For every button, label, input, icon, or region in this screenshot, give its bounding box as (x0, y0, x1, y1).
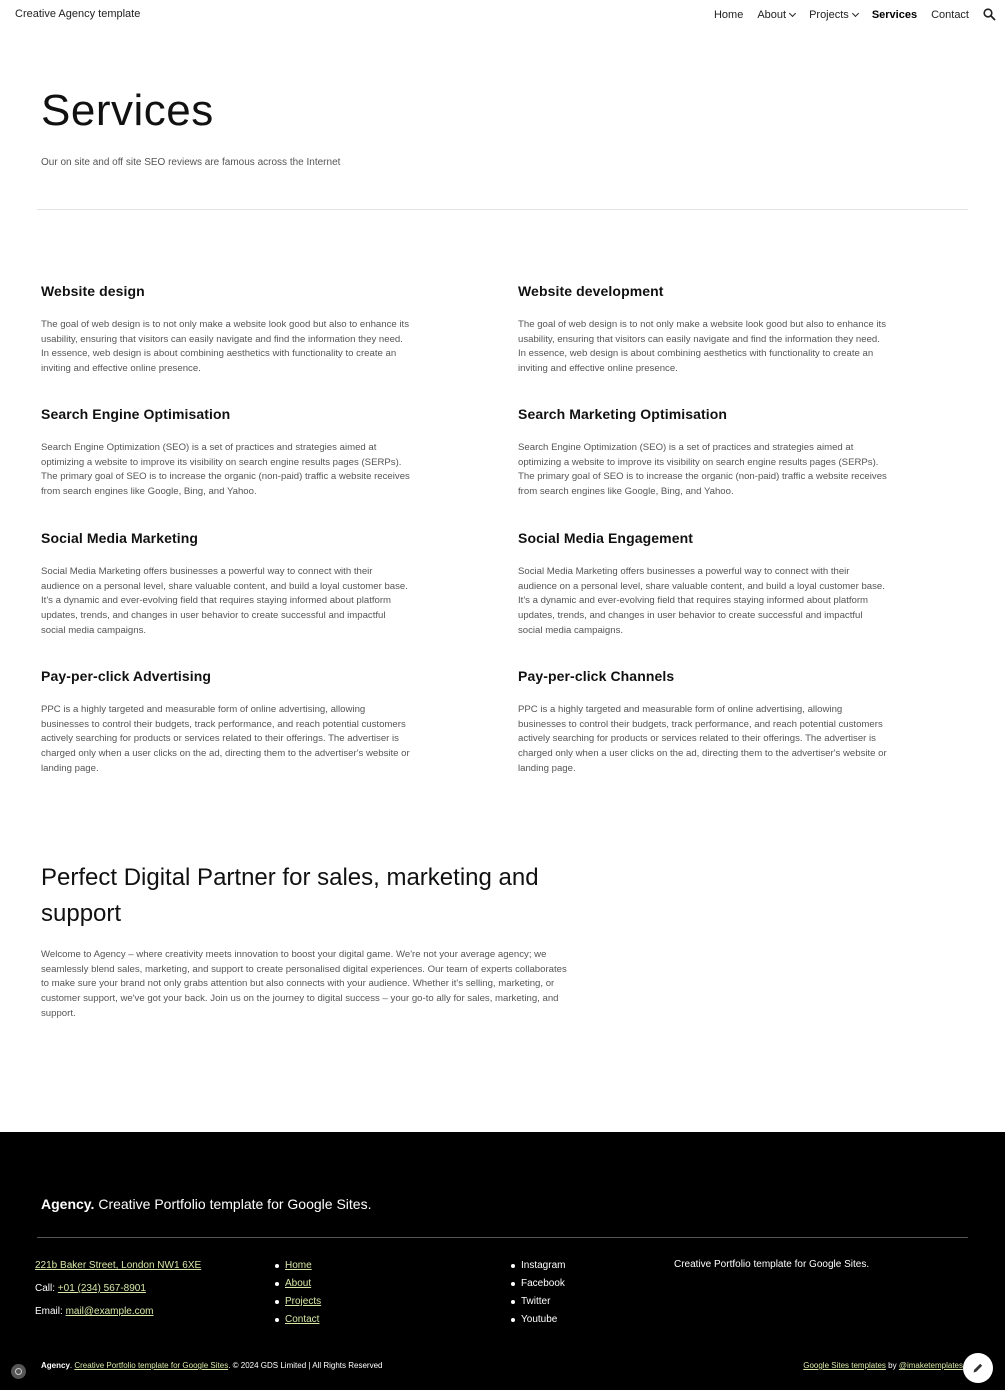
social-instagram: Instagram (511, 1259, 565, 1277)
nav-label: About (757, 9, 787, 21)
footer-link-home[interactable]: Home (285, 1260, 312, 1271)
service-card (41, 406, 411, 500)
footer (0, 1132, 1005, 1390)
search-icon[interactable] (983, 8, 997, 22)
page-title: Services (41, 86, 214, 135)
nav-item-home[interactable] (714, 9, 743, 21)
copyright-sep: . (69, 1361, 75, 1370)
list-item (275, 1295, 321, 1313)
service-title: Pay-per-click Advertising (41, 668, 212, 684)
edit-pencil-icon[interactable] (963, 1353, 993, 1383)
main-nav (700, 8, 997, 22)
credits-by: by (885, 1361, 899, 1370)
nav-label: Home (713, 9, 744, 21)
list-item (275, 1313, 321, 1331)
address-link[interactable]: 221b Baker Street, London NW1 6XE (35, 1260, 202, 1271)
nav-label: Contact (931, 9, 969, 21)
top-navbar (0, 0, 1005, 30)
partner-heading: Perfect Digital Partner for sales, marketing and support (41, 864, 539, 927)
service-title: Website design (41, 283, 145, 299)
footer-contact-column (35, 1259, 201, 1328)
service-title: Pay-per-click Channels (518, 668, 675, 684)
credits (803, 1361, 963, 1370)
footer-link-contact[interactable]: Contact (285, 1314, 320, 1325)
call-label: Call: (35, 1283, 58, 1294)
email-label: Email: (35, 1306, 66, 1317)
footer-nav-list (275, 1259, 321, 1331)
footer-brand-name: Agency. (41, 1196, 95, 1212)
list-item (275, 1259, 321, 1277)
page-subtitle: Our on site and off site SEO reviews are famous across the Internet (41, 157, 341, 168)
service-title: Social Media Marketing (41, 530, 199, 546)
service-card (518, 530, 888, 639)
section-divider (37, 209, 968, 210)
nav-label: Services (871, 9, 918, 21)
service-title: Social Media Engagement (518, 530, 694, 546)
nav-item-about[interactable] (757, 9, 795, 21)
service-card (41, 283, 411, 377)
email-link[interactable]: mail@example.com (65, 1306, 154, 1317)
service-card (41, 668, 411, 777)
social-youtube: Youtube (511, 1313, 565, 1331)
service-card (41, 530, 411, 639)
service-title: Website development (518, 283, 664, 299)
service-text: Social Media Marketing offers businesses a powerful way to connect with their audience on a personal level, share valuable content, and build a loyal customer base. It's a dynamic and ever-evolving field that requires staying informed about platform updates, trends, and changes in user behavior to create successful and impactful social media campaigns. (518, 566, 885, 636)
copyright-brand: Agency (41, 1361, 70, 1370)
footer-divider (37, 1237, 968, 1238)
copyright-text: . © 2024 GDS Limited | All Rights Reserved (228, 1361, 383, 1370)
service-text: PPC is a highly targeted and measurable form of online advertising, allowing businesses to control their budgets, track performance, and reach potential customers actively searching for products or services related to their offerings. The advertiser is charged only when a user clicks on the ad, directing them to the advertiser's website or landing page. (41, 704, 410, 774)
footer-social-list (511, 1259, 565, 1331)
service-title: Search Engine Optimisation (41, 406, 231, 422)
footer-brand-tagline: Creative Portfolio template for Google Sites. (94, 1196, 372, 1212)
service-text: The goal of web design is to not only make a website look good but also to enhance its usability, ensuring that visitors can easily navigate and find the information they need. In essence, web design is about combining aesthetics with functionality to create an inviting and effective online presence. (518, 319, 886, 375)
service-title: Search Marketing Optimisation (518, 406, 728, 422)
footer-tagline: Creative Portfolio template for Google Sites. (674, 1259, 870, 1270)
nav-item-services[interactable] (872, 9, 917, 21)
info-icon[interactable] (11, 1364, 26, 1379)
nav-label: Projects (809, 9, 849, 21)
service-text: PPC is a highly targeted and measurable form of online advertising, allowing businesses to control their budgets, track performance, and reach potential customers actively searching for products or services related to their offerings. The advertiser is charged only when a user clicks on the ad, directing them to the advertiser's website or landing page. (518, 704, 887, 774)
service-card (518, 406, 888, 500)
chevron-down-icon[interactable] (789, 10, 796, 17)
social-twitter: Twitter (511, 1295, 565, 1313)
footer-link-about[interactable]: About (285, 1278, 312, 1289)
service-card (518, 668, 888, 777)
social-facebook: Facebook (511, 1277, 565, 1295)
service-text: The goal of web design is to not only make a website look good but also to enhance its usability, ensuring that visitors can easily navigate and find the information they need. In essence, web design is about combining aesthetics with functionality to create an inviting and effective online presence. (41, 319, 409, 375)
service-text: Search Engine Optimization (SEO) is a set of practices and strategies aimed at optimizing a website to improve its visibility on search engine results pages (SERPs). The primary goal of SEO is to increase the organic (non-paid) traffic a website receives from search engines like Google, Bing, and Yahoo. (41, 442, 410, 498)
copyright-link[interactable]: Creative Portfolio template for Google Sites (74, 1361, 229, 1370)
footer-link-projects[interactable]: Projects (285, 1296, 322, 1307)
footer-brand (41, 1196, 371, 1212)
copyright (41, 1361, 382, 1370)
site-title[interactable]: Creative Agency template (15, 8, 141, 20)
credits-link[interactable]: Google Sites templates (803, 1361, 886, 1370)
credits-handle-link[interactable]: @imaketemplates (898, 1361, 963, 1370)
nav-item-contact[interactable] (931, 9, 969, 21)
service-card (518, 283, 888, 377)
list-item (275, 1277, 321, 1295)
nav-item-projects[interactable] (809, 9, 858, 21)
partner-text: Welcome to Agency – where creativity meets innovation to boost your digital game. We're not your average agency; we seamlessly blend sales, marketing, and support to create personalised digital experiences. Our team of experts collaborates to make sure your brand not only grabs attention but also connects with your audience. Whether it's selling, marketing, or customer support, we've got your back. Join us on the journey to digital success – your go-to ally for sales, marketing, and support. (41, 949, 567, 1019)
service-text: Social Media Marketing offers businesses a powerful way to connect with their audience on a personal level, share valuable content, and build a loyal customer base. It's a dynamic and ever-evolving field that requires staying informed about platform updates, trends, and changes in user behavior to create successful and impactful social media campaigns. (41, 566, 408, 636)
chevron-down-icon[interactable] (852, 10, 859, 17)
service-text: Search Engine Optimization (SEO) is a set of practices and strategies aimed at optimizing a website to improve its visibility on search engine results pages (SERPs). The primary goal of SEO is to increase the organic (non-paid) traffic a website receives from search engines like Google, Bing, and Yahoo. (518, 442, 887, 498)
phone-link[interactable]: +01 (234) 567-8901 (57, 1283, 146, 1294)
